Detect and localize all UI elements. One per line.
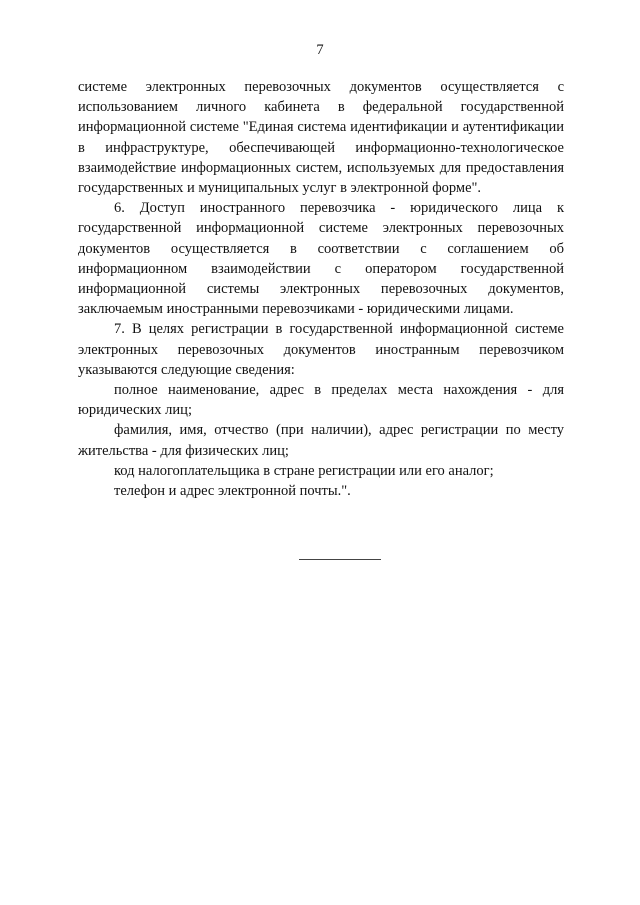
paragraph-item-7-legal-entities: полное наименование, адрес в пределах места нахождения - для юридических лиц; (78, 382, 564, 419)
paragraph-item-7-individuals: фамилия, имя, отчество (при наличии), адрес регистрации по месту жительства - для физических лиц; (78, 422, 564, 459)
closing-divider-line (299, 559, 381, 560)
document-body (78, 77, 564, 501)
paragraph-item-7-contacts: телефон и адрес электронной почты.". (114, 483, 351, 500)
paragraph-item-7: 7. В целях регистрации в государственной информационной системе электронных перевозочных документов иностранным перевозчиком указываются следующие сведения: (78, 321, 564, 378)
paragraph-item-7-tax-code: код налогоплательщика в стране регистрации или его аналог; (114, 462, 494, 479)
paragraph-continuation: системе электронных перевозочных документов осуществляется с использованием личного кабинета в федеральной государственной информационной системе "Единая система идентификации и аутентификации в инфраструктуре, обеспечивающей информационно-технологическое взаимодействие информационных систем, используемых для предоставления государственных и муниципальных услуг в электронной форме". (78, 79, 564, 197)
paragraph-item-6: 6. Доступ иностранного перевозчика - юридического лица к государственной информационной системе электронных перевозочных документов осуществляется в соответствии с соглашением об информационном взаимодействии с оператором государственной информационной системы электронных перевозочных документов, заключаемым иностранными перевозчиками - юридическими лицами. (78, 200, 564, 318)
page-number: 7 (316, 42, 324, 58)
